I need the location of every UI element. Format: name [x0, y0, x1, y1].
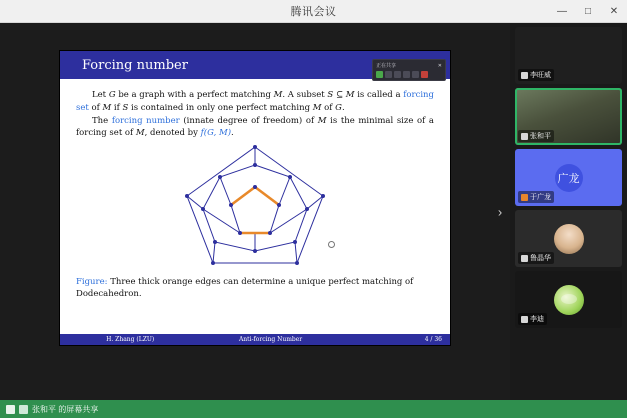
screen-share-text: 张和平 的屏幕共享: [32, 404, 99, 414]
p1-var-M2: M: [102, 102, 112, 113]
p1-var-G: G: [108, 90, 116, 100]
dodecahedron-graph-svg: [180, 141, 330, 269]
p1-part-b: be a graph with a perfect matching: [115, 90, 274, 100]
participant-name-tag: [518, 130, 554, 142]
close-button[interactable]: ✕: [609, 5, 619, 17]
participant-name: 李旺威: [530, 72, 551, 79]
mic-icon[interactable]: [6, 405, 15, 414]
participant-tile[interactable]: [515, 210, 622, 267]
participant-name: 鲁晶华: [530, 255, 551, 262]
p1-part-c: . A subset: [282, 90, 328, 100]
p2-part-d: , denoted by: [144, 128, 201, 139]
share-toolbar-close-icon[interactable]: ✕: [437, 62, 442, 69]
presentation-slide: [60, 51, 450, 345]
shared-screen-stage[interactable]: [0, 23, 510, 400]
avatar: [554, 224, 584, 254]
p1-var-M3: M: [312, 102, 322, 113]
participant-rail: [510, 23, 627, 400]
p1-part-a: Let: [92, 90, 109, 100]
next-page-arrow[interactable]: ›: [497, 204, 503, 219]
p1-part-g: is contained in only one perfect matching: [128, 102, 313, 113]
participant-tile[interactable]: [515, 27, 622, 84]
meeting-body: [0, 23, 627, 400]
window-controls: [549, 0, 627, 22]
footer-topic: Anti-forcing Number: [238, 336, 303, 343]
participant-tile[interactable]: [515, 271, 622, 328]
remote-cursor: [328, 241, 335, 248]
camera-icon[interactable]: [385, 71, 392, 78]
p2-part-b: (innate degree of freedom) of: [179, 115, 318, 126]
participant-name-tag: [518, 313, 547, 325]
p2-part-e: .: [231, 128, 234, 139]
mic-icon[interactable]: [376, 71, 383, 78]
term-forcing-number: forcing number: [111, 115, 180, 126]
p1-var-M: M: [273, 90, 283, 100]
slide-body: [60, 79, 450, 334]
avatar: [554, 285, 584, 315]
more-icon[interactable]: [412, 71, 419, 78]
participant-name: 张和平: [530, 133, 551, 140]
figure-caption-label: Figure:: [76, 277, 108, 287]
maximize-button[interactable]: □: [584, 5, 592, 17]
share-toolbar-icons[interactable]: [376, 71, 442, 78]
share-toolbar-title-row: [376, 62, 442, 69]
screen-share-icon[interactable]: [19, 405, 28, 414]
slide-footer: [60, 334, 450, 345]
p1-var-S2: S: [122, 102, 129, 113]
slide-title: Forcing number: [82, 57, 188, 73]
slide-paragraph-2: [76, 115, 434, 141]
share-icon[interactable]: [394, 71, 401, 78]
share-floating-toolbar[interactable]: [372, 59, 446, 81]
members-icon[interactable]: [403, 71, 410, 78]
shared-slide-frame: [60, 51, 450, 345]
footer-author: H. Zhang (LZU): [106, 336, 155, 343]
window-title: 腾讯会议: [290, 6, 337, 18]
term-forcing-set: forcing set: [76, 90, 434, 113]
screen-share-banner: [0, 400, 627, 418]
mic-icon: [521, 316, 528, 323]
share-toolbar-label: 正在共享: [376, 63, 397, 69]
participant-name-tag: [518, 191, 554, 203]
p1-part-e: of: [88, 102, 103, 113]
p2-part-c: is the minimal size of a forcing set of: [76, 115, 434, 139]
p2-var-M2: M: [135, 128, 145, 139]
participant-tile[interactable]: [515, 88, 622, 145]
participant-name: 李迪: [530, 316, 544, 323]
dodecahedron-figure: [76, 140, 434, 270]
p1-set-S: S ⊆ M: [327, 90, 355, 100]
stop-icon[interactable]: [421, 71, 428, 78]
p2-part-a: The: [92, 115, 112, 126]
p2-formula: f(G, M): [200, 128, 232, 139]
avatar: 广龙: [555, 164, 583, 192]
p1-part-h: of: [321, 102, 336, 113]
p1-part-f: if: [111, 102, 123, 113]
mic-icon: [521, 133, 528, 140]
p1-var-G2: G: [335, 102, 342, 113]
participant-name-tag: [518, 69, 554, 81]
minimize-button[interactable]: —: [557, 5, 567, 17]
title-bar: [0, 0, 627, 23]
participant-name-tag: [518, 252, 554, 264]
p1-part-d: is called a: [354, 90, 404, 100]
participant-name: 于广龙: [530, 194, 551, 201]
participant-tile[interactable]: [515, 149, 622, 206]
slide-paragraph-1: [76, 89, 434, 115]
footer-page-number: 4 / 36: [424, 336, 442, 343]
mic-icon: [521, 72, 528, 79]
mic-icon: [521, 255, 528, 262]
figure-caption: [76, 276, 434, 301]
mic-icon: [521, 194, 528, 201]
p2-var-M: M: [317, 115, 327, 126]
figure-caption-text: Three thick orange edges can determine a unique perfect matching of Dodecahedron.: [76, 277, 414, 300]
p1-part-i: .: [341, 102, 345, 113]
